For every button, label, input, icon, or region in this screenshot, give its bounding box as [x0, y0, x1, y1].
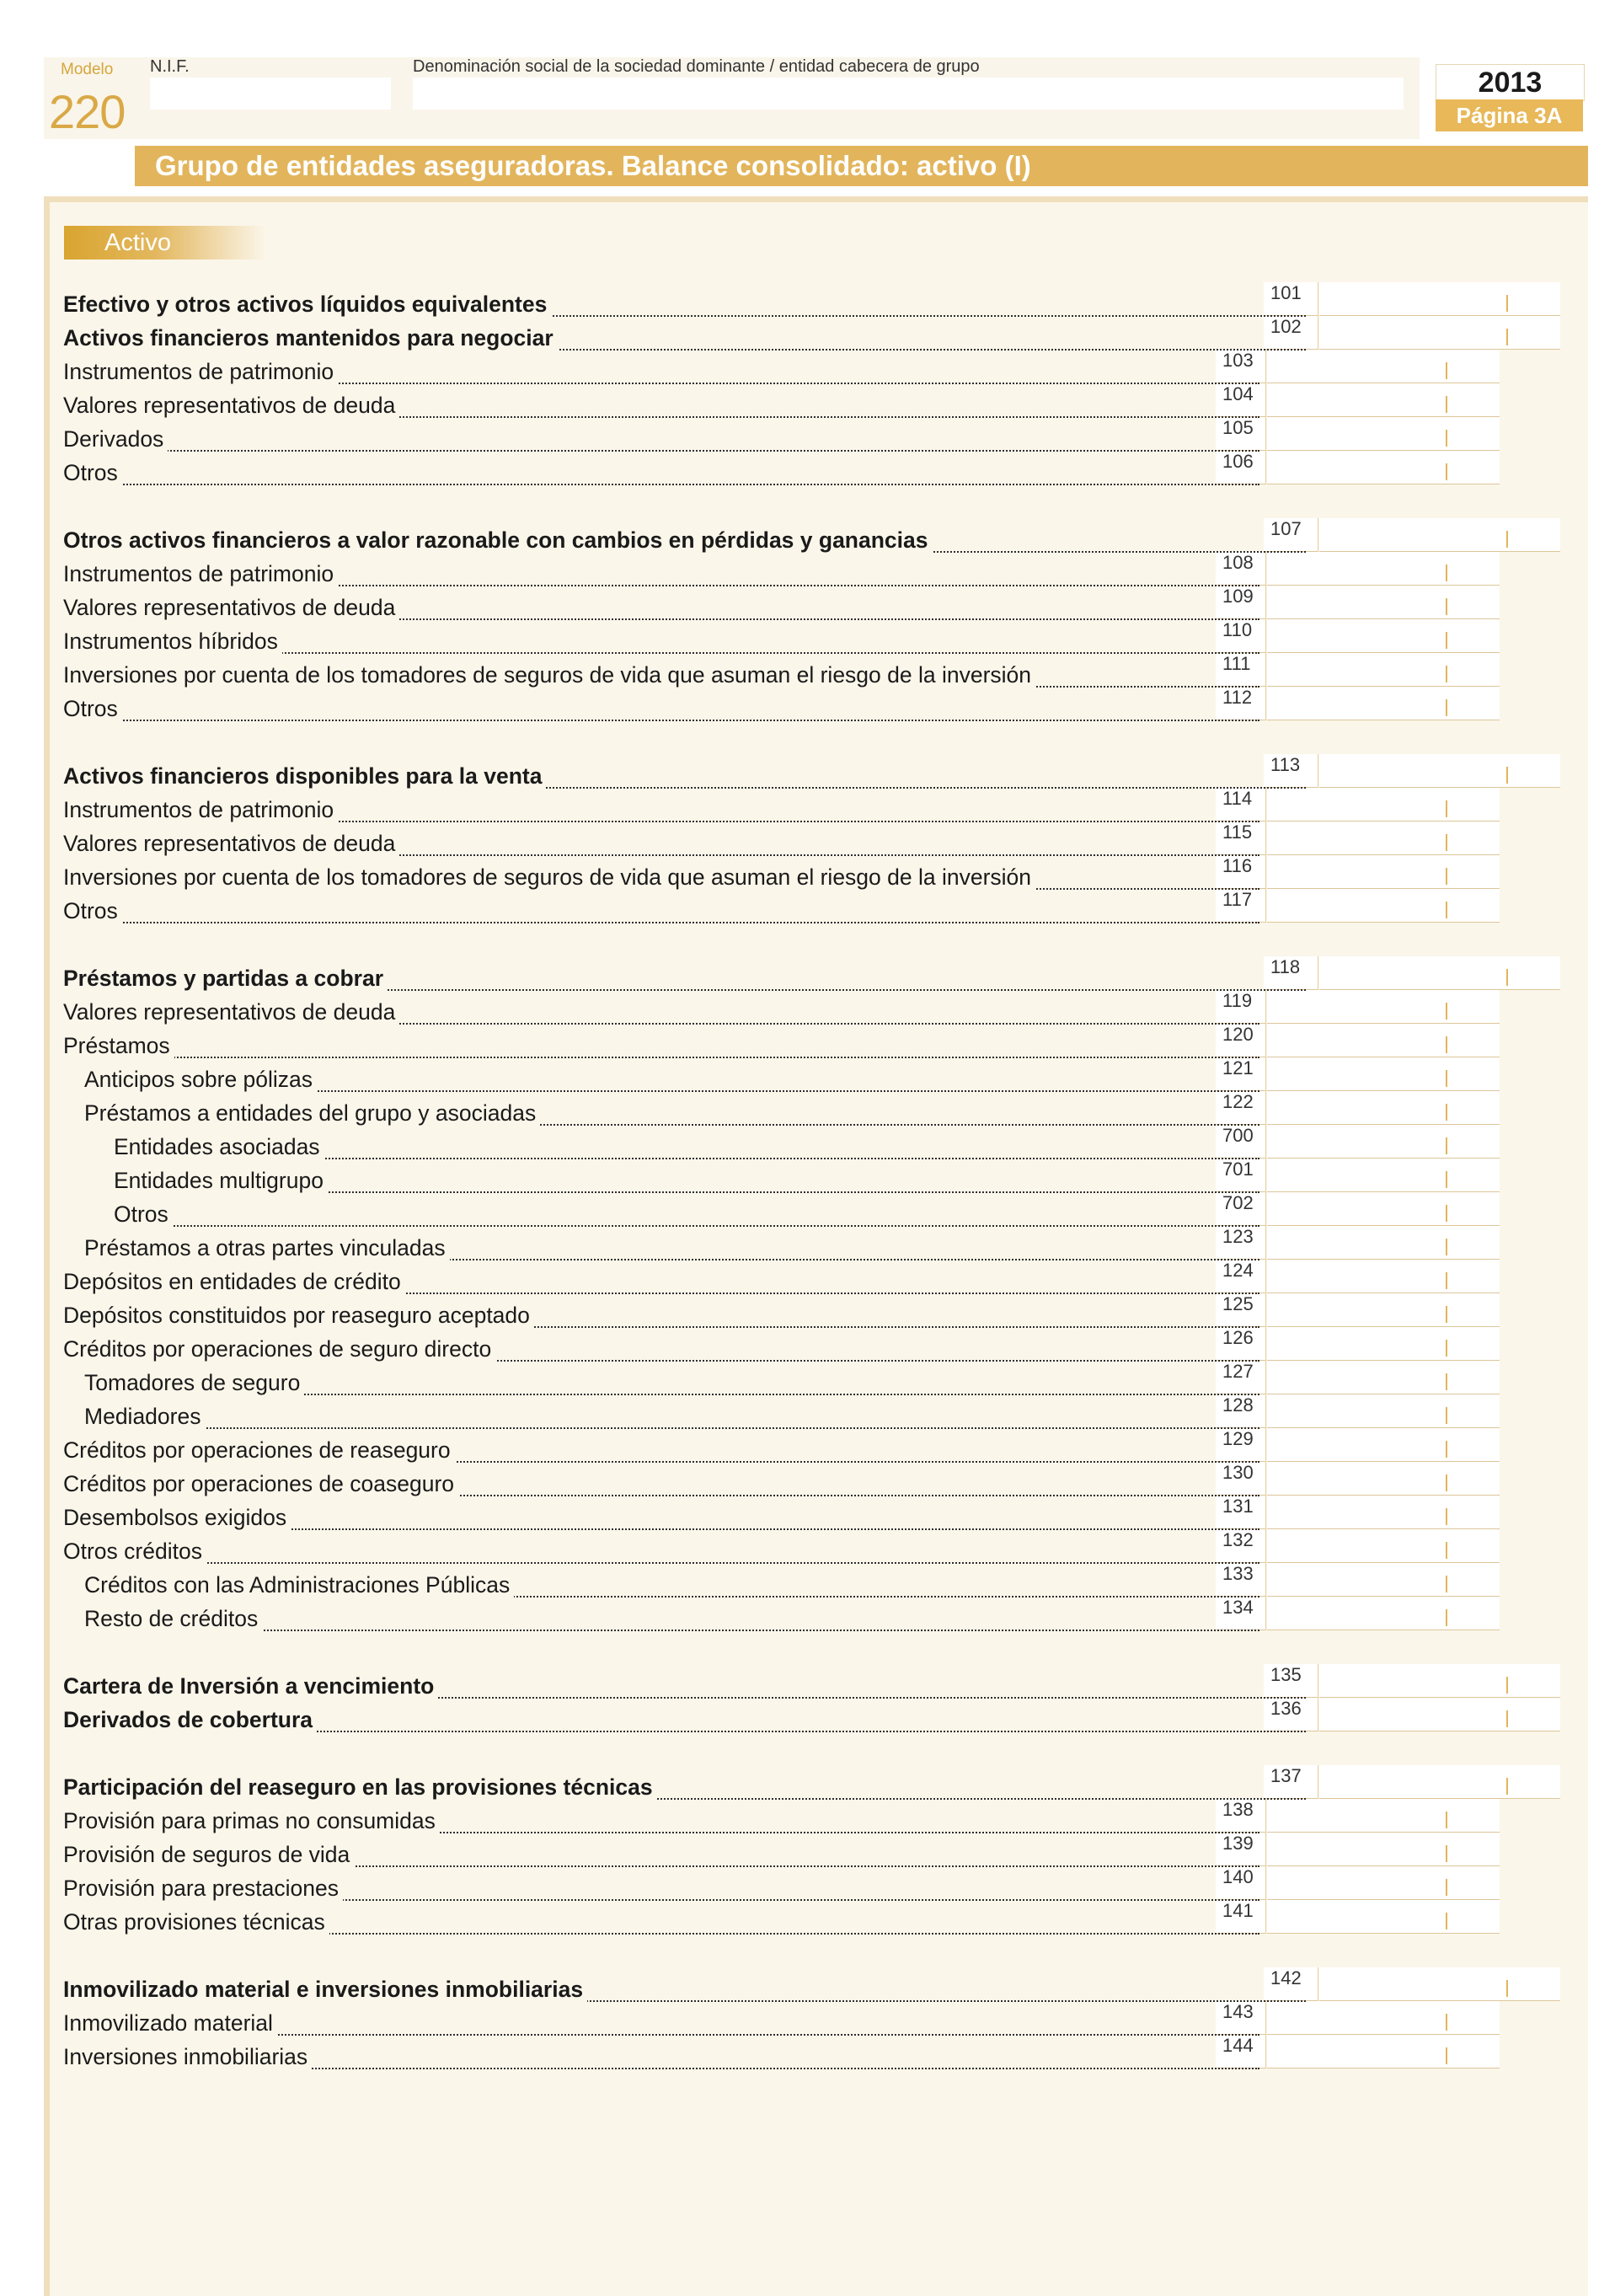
- amount-field-701[interactable]: [1267, 1159, 1500, 1192]
- row-label-text: Inmovilizado material e inversiones inmobiliarias: [63, 1977, 587, 2002]
- box-code-144: 144: [1216, 2035, 1266, 2069]
- box-code-115: 115: [1216, 822, 1266, 855]
- row-label-text: Inmovilizado material: [63, 2010, 277, 2036]
- row-label-112: [63, 692, 1259, 725]
- row-label-131: [63, 1501, 1259, 1534]
- row-label-text: Otros créditos: [63, 1539, 206, 1564]
- row-label-text: Mediadores: [84, 1404, 205, 1429]
- box-code-137: 137: [1264, 1765, 1318, 1799]
- year-badge: 2013: [1436, 64, 1585, 101]
- row-label-text: Derivados de cobertura: [63, 1707, 317, 1732]
- amount-field-107[interactable]: [1319, 518, 1560, 552]
- box-code-124: 124: [1216, 1260, 1266, 1293]
- row-label-text: Créditos por operaciones de reaseguro: [63, 1437, 455, 1463]
- box-code-133: 133: [1216, 1563, 1266, 1597]
- row-label-text: Entidades asociadas: [114, 1134, 324, 1159]
- box-code-108: 108: [1216, 552, 1266, 586]
- amount-field-129[interactable]: [1267, 1428, 1500, 1462]
- amount-field-108[interactable]: [1267, 552, 1500, 586]
- box-code-143: 143: [1216, 2001, 1266, 2035]
- amount-field-700[interactable]: [1267, 1125, 1500, 1159]
- amount-field-702[interactable]: [1267, 1192, 1500, 1226]
- box-code-126: 126: [1216, 1327, 1266, 1361]
- row-label-text: Préstamos: [63, 1033, 174, 1058]
- row-label-140: [63, 1871, 1259, 1905]
- row-label-129: [63, 1433, 1259, 1467]
- amount-field-114[interactable]: [1267, 788, 1500, 822]
- row-label-109: [63, 591, 1259, 624]
- box-code-136: 136: [1264, 1698, 1318, 1731]
- box-code-134: 134: [1216, 1597, 1266, 1630]
- row-label-700: [114, 1130, 1259, 1164]
- row-label-134: [84, 1602, 1259, 1635]
- amount-field-110[interactable]: [1267, 619, 1500, 653]
- amount-field-116[interactable]: [1267, 855, 1500, 889]
- row-label-text: Depósitos constituidos por reaseguro aceptado: [63, 1303, 534, 1328]
- box-code-700: 700: [1216, 1125, 1266, 1159]
- box-code-105: 105: [1216, 417, 1266, 451]
- nif-field[interactable]: [150, 78, 391, 110]
- page-badge: Página 3A: [1436, 99, 1583, 131]
- box-code-128: 128: [1216, 1394, 1266, 1428]
- row-label-text: Activos financieros mantenidos para negociar: [63, 325, 558, 351]
- row-label-text: Cartera de Inversión a vencimiento: [63, 1673, 438, 1699]
- row-label-text: Instrumentos de patrimonio: [63, 359, 338, 384]
- box-code-141: 141: [1216, 1900, 1266, 1934]
- amount-field-130[interactable]: [1267, 1462, 1500, 1496]
- row-label-text: Otros: [63, 696, 122, 721]
- row-label-text: Desembolsos exigidos: [63, 1505, 291, 1530]
- row-label-128: [84, 1400, 1259, 1433]
- row-label-130: [63, 1467, 1259, 1501]
- amount-field-105[interactable]: [1267, 417, 1500, 451]
- row-label-138: [63, 1804, 1259, 1838]
- amount-field-123[interactable]: [1267, 1226, 1500, 1260]
- row-label-106: [63, 456, 1259, 490]
- row-label-text: Otras provisiones técnicas: [63, 1909, 329, 1935]
- row-label-text: Efectivo y otros activos líquidos equivalentes: [63, 292, 551, 317]
- row-label-108: [63, 557, 1259, 591]
- row-label-116: [63, 860, 1259, 894]
- row-label-122: [84, 1096, 1259, 1130]
- box-code-103: 103: [1216, 350, 1266, 383]
- row-label-121: [84, 1062, 1259, 1096]
- page-title: Grupo de entidades aseguradoras. Balance consolidado: activo (I): [135, 146, 1588, 186]
- row-label-118: [63, 961, 1306, 995]
- amount-field-134[interactable]: [1267, 1597, 1500, 1630]
- row-label-text: Préstamos a entidades del grupo y asociadas: [84, 1100, 540, 1126]
- amount-field-102[interactable]: [1319, 316, 1560, 350]
- row-label-102: [63, 321, 1306, 355]
- box-code-109: 109: [1216, 586, 1266, 619]
- box-code-123: 123: [1216, 1226, 1266, 1260]
- amount-field-135[interactable]: [1319, 1664, 1560, 1698]
- amount-field-126[interactable]: [1267, 1327, 1500, 1361]
- box-code-131: 131: [1216, 1496, 1266, 1529]
- row-label-text: Préstamos y partidas a cobrar: [63, 966, 388, 991]
- amount-field-103[interactable]: [1267, 350, 1500, 383]
- row-label-text: Valores representativos de deuda: [63, 393, 399, 418]
- box-code-113: 113: [1264, 754, 1318, 788]
- row-label-142: [63, 1972, 1306, 2006]
- nif-label: N.I.F.: [150, 57, 190, 76]
- row-label-text: Depósitos en entidades de crédito: [63, 1269, 405, 1294]
- box-code-118: 118: [1264, 956, 1318, 990]
- amount-field-139[interactable]: [1267, 1833, 1500, 1866]
- row-label-104: [63, 388, 1259, 422]
- amount-field-120[interactable]: [1267, 1024, 1500, 1057]
- row-label-114: [63, 793, 1259, 827]
- row-label-text: Provisión de seguros de vida: [63, 1842, 354, 1867]
- amount-field-132[interactable]: [1267, 1529, 1500, 1563]
- amount-field-119[interactable]: [1267, 990, 1500, 1024]
- box-code-139: 139: [1216, 1833, 1266, 1866]
- row-label-text: Valores representativos de deuda: [63, 595, 399, 620]
- row-label-126: [63, 1332, 1259, 1366]
- row-label-text: Inversiones por cuenta de los tomadores de seguros de vida que asuman el riesgo de la inversión: [63, 662, 1035, 688]
- row-label-text: Otros: [63, 460, 122, 485]
- denominacion-label: Denominación social de la sociedad dominante / entidad cabecera de grupo: [413, 57, 980, 76]
- amount-field-111[interactable]: [1267, 653, 1500, 687]
- amount-field-142[interactable]: [1319, 1967, 1560, 2001]
- row-label-text: Provisión para primas no consumidas: [63, 1808, 440, 1833]
- box-code-132: 132: [1216, 1529, 1266, 1563]
- box-code-112: 112: [1216, 687, 1266, 720]
- amount-field-106[interactable]: [1267, 451, 1500, 484]
- modelo-number: 220: [49, 85, 126, 138]
- row-label-137: [63, 1770, 1306, 1804]
- row-label-text: Valores representativos de deuda: [63, 999, 399, 1025]
- box-code-122: 122: [1216, 1091, 1266, 1125]
- amount-field-137[interactable]: [1319, 1765, 1560, 1799]
- row-label-text: Instrumentos híbridos: [63, 629, 282, 654]
- row-label-110: [63, 624, 1259, 658]
- amount-field-109[interactable]: [1267, 586, 1500, 619]
- amount-field-128[interactable]: [1267, 1394, 1500, 1428]
- box-code-130: 130: [1216, 1462, 1266, 1496]
- box-code-701: 701: [1216, 1159, 1266, 1192]
- amount-field-127[interactable]: [1267, 1361, 1500, 1394]
- section-tab-activo: Activo: [64, 226, 266, 260]
- row-label-text: Resto de créditos: [84, 1606, 262, 1631]
- row-label-141: [63, 1905, 1259, 1939]
- row-label-139: [63, 1838, 1259, 1871]
- box-code-110: 110: [1216, 619, 1266, 653]
- box-code-125: 125: [1216, 1293, 1266, 1327]
- amount-field-131[interactable]: [1267, 1496, 1500, 1529]
- box-code-127: 127: [1216, 1361, 1266, 1394]
- row-label-text: Tomadores de seguro: [84, 1370, 304, 1395]
- amount-field-140[interactable]: [1267, 1866, 1500, 1900]
- box-code-104: 104: [1216, 383, 1266, 417]
- box-code-117: 117: [1216, 889, 1266, 923]
- row-label-101: [63, 287, 1306, 321]
- amount-field-113[interactable]: [1319, 754, 1560, 788]
- amount-field-121[interactable]: [1267, 1057, 1500, 1091]
- box-code-140: 140: [1216, 1866, 1266, 1900]
- row-label-text: Otros activos financieros a valor razonable con cambios en pérdidas y ganancias: [63, 527, 933, 553]
- amount-field-117[interactable]: [1267, 889, 1500, 923]
- row-label-text: Créditos por operaciones de coaseguro: [63, 1471, 458, 1496]
- row-label-text: Inversiones inmobiliarias: [63, 2044, 312, 2069]
- amount-field-125[interactable]: [1267, 1293, 1500, 1327]
- amount-field-141[interactable]: [1267, 1900, 1500, 1934]
- denominacion-field[interactable]: [413, 78, 1404, 110]
- row-label-text: Créditos con las Administraciones Públicas: [84, 1572, 514, 1598]
- amount-field-144[interactable]: [1267, 2035, 1500, 2069]
- amount-field-104[interactable]: [1267, 383, 1500, 417]
- row-label-135: [63, 1669, 1306, 1703]
- row-label-113: [63, 759, 1306, 793]
- row-label-text: Instrumentos de patrimonio: [63, 561, 338, 586]
- row-label-text: Entidades multigrupo: [114, 1168, 328, 1193]
- box-code-702: 702: [1216, 1192, 1266, 1226]
- row-label-text: Créditos por operaciones de seguro directo: [63, 1336, 495, 1362]
- row-label-text: Otros: [114, 1202, 173, 1227]
- box-code-114: 114: [1216, 788, 1266, 822]
- box-code-142: 142: [1264, 1967, 1318, 2001]
- box-code-129: 129: [1216, 1428, 1266, 1462]
- amount-field-122[interactable]: [1267, 1091, 1500, 1125]
- box-code-107: 107: [1264, 518, 1318, 552]
- amount-field-124[interactable]: [1267, 1260, 1500, 1293]
- row-label-text: Derivados: [63, 426, 168, 452]
- row-label-107: [63, 523, 1306, 557]
- row-label-701: [114, 1164, 1259, 1197]
- row-label-115: [63, 827, 1259, 860]
- row-label-text: Activos financieros disponibles para la venta: [63, 763, 546, 789]
- row-label-133: [84, 1568, 1259, 1602]
- row-label-125: [63, 1298, 1259, 1332]
- box-code-121: 121: [1216, 1057, 1266, 1091]
- box-code-101: 101: [1264, 282, 1318, 316]
- amount-field-136[interactable]: [1319, 1698, 1560, 1731]
- row-label-144: [63, 2040, 1259, 2074]
- amount-field-115[interactable]: [1267, 822, 1500, 855]
- row-label-127: [84, 1366, 1259, 1400]
- row-label-117: [63, 894, 1259, 928]
- row-label-text: Valores representativos de deuda: [63, 831, 399, 856]
- row-label-123: [84, 1231, 1259, 1265]
- amount-field-138[interactable]: [1267, 1799, 1500, 1833]
- row-label-119: [63, 995, 1259, 1029]
- box-code-138: 138: [1216, 1799, 1266, 1833]
- row-label-702: [114, 1197, 1259, 1231]
- amount-field-143[interactable]: [1267, 2001, 1500, 2035]
- box-code-120: 120: [1216, 1024, 1266, 1057]
- box-code-111: 111: [1216, 653, 1266, 687]
- row-label-text: Préstamos a otras partes vinculadas: [84, 1235, 450, 1260]
- row-label-120: [63, 1029, 1259, 1062]
- row-label-text: Instrumentos de patrimonio: [63, 797, 338, 822]
- row-label-text: Provisión para prestaciones: [63, 1876, 343, 1901]
- amount-field-101[interactable]: [1319, 282, 1560, 316]
- box-code-135: 135: [1264, 1664, 1318, 1698]
- row-label-text: Participación del reaseguro en las provisiones técnicas: [63, 1774, 657, 1800]
- row-label-136: [63, 1703, 1306, 1737]
- row-label-text: Anticipos sobre pólizas: [84, 1067, 317, 1092]
- row-label-103: [63, 355, 1259, 388]
- amount-field-133[interactable]: [1267, 1563, 1500, 1597]
- box-code-119: 119: [1216, 990, 1266, 1024]
- row-label-105: [63, 422, 1259, 456]
- row-label-text: Otros: [63, 898, 122, 923]
- row-label-132: [63, 1534, 1259, 1568]
- row-label-text: Inversiones por cuenta de los tomadores de seguros de vida que asuman el riesgo de la inversión: [63, 864, 1035, 890]
- row-label-124: [63, 1265, 1259, 1298]
- amount-field-112[interactable]: [1267, 687, 1500, 720]
- box-code-102: 102: [1264, 316, 1318, 350]
- box-code-116: 116: [1216, 855, 1266, 889]
- row-label-143: [63, 2006, 1259, 2040]
- modelo-label: Modelo: [61, 61, 114, 78]
- box-code-106: 106: [1216, 451, 1266, 484]
- amount-field-118[interactable]: [1319, 956, 1560, 990]
- row-label-111: [63, 658, 1259, 692]
